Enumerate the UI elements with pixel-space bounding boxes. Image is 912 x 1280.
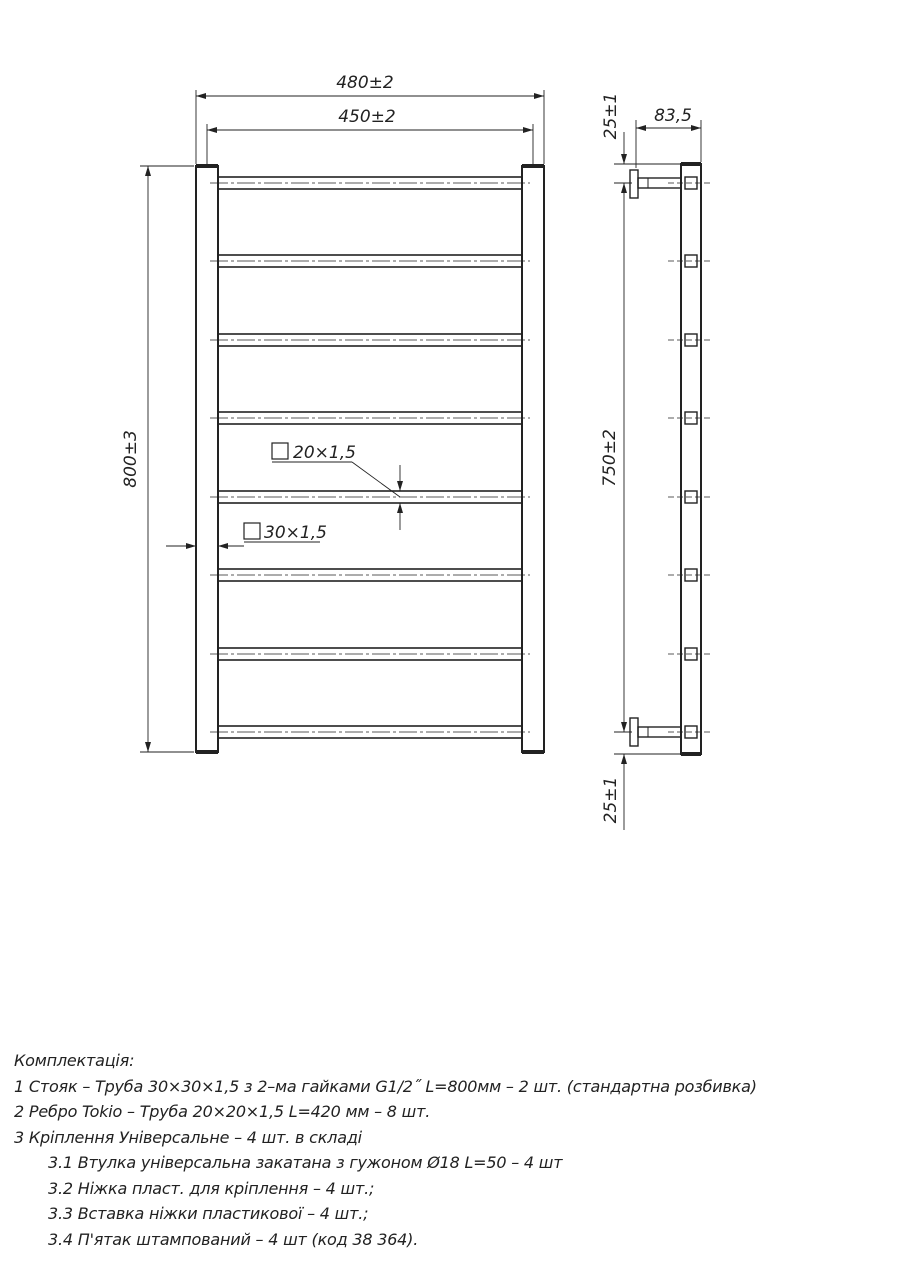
side-stand xyxy=(681,164,701,754)
rib-end xyxy=(668,255,712,267)
inner-width-label: 450±2 xyxy=(338,107,396,127)
rib xyxy=(210,648,530,660)
rib-section-label: 20×1,5 xyxy=(293,443,356,463)
square-symbol-icon xyxy=(272,443,288,459)
component-list xyxy=(14,1048,894,1252)
rib-end xyxy=(668,334,712,346)
rib-end xyxy=(668,491,712,503)
rib xyxy=(210,334,530,346)
bottom-offset-label: 25±1 xyxy=(601,776,621,824)
rib-end xyxy=(668,177,712,189)
rib-end xyxy=(668,648,712,660)
stand-section-label: 30×1,5 xyxy=(264,523,327,543)
mount-spacing-label: 750±2 xyxy=(600,429,620,487)
component-subitem: 3.2 Ніжка пласт. для кріплення – 4 шт.; xyxy=(48,1178,375,1198)
component-subitem: 3.3 Вставка ніжки пластикової – 4 шт.; xyxy=(48,1204,369,1223)
top-offset-label: 25±1 xyxy=(601,92,621,140)
square-symbol-icon xyxy=(244,523,260,539)
rib xyxy=(210,177,530,189)
rib-end xyxy=(668,726,712,738)
rib-end xyxy=(668,569,712,581)
right-stand xyxy=(522,166,544,752)
rib xyxy=(210,255,530,267)
wall-mount-top xyxy=(630,170,681,198)
front-view xyxy=(140,90,544,752)
height-label: 800±3 xyxy=(121,430,141,488)
component-subitem: 3.4 П'ятак штампований – 4 шт (код 38 364). xyxy=(48,1229,419,1249)
component-list-title: Комплектація: xyxy=(14,1051,135,1070)
depth-label: 83,5 xyxy=(654,106,692,126)
rib xyxy=(210,726,530,738)
overall-width-label: 480±2 xyxy=(336,73,394,93)
component-item: 2 Ребро Tokio – Труба 20×20×1,5 L=420 мм – 8 шт. xyxy=(14,1102,431,1121)
rib xyxy=(210,491,530,503)
side-view xyxy=(614,120,712,830)
component-item: 1 Стояк – Труба 30×30×1,5 з 2–ма гайками G1/2˝ L=800мм – 2 шт. (стандартна розбивка) xyxy=(14,1076,757,1096)
rib-end xyxy=(668,412,712,424)
rib xyxy=(210,412,530,424)
rib xyxy=(210,569,530,581)
left-stand xyxy=(196,166,218,752)
component-subitem: 3.1 Втулка універсальна закатана з гужоном Ø18 L=50 – 4 шт xyxy=(48,1153,563,1172)
component-item: 3 Кріплення Універсальне – 4 шт. в складі xyxy=(14,1127,362,1147)
